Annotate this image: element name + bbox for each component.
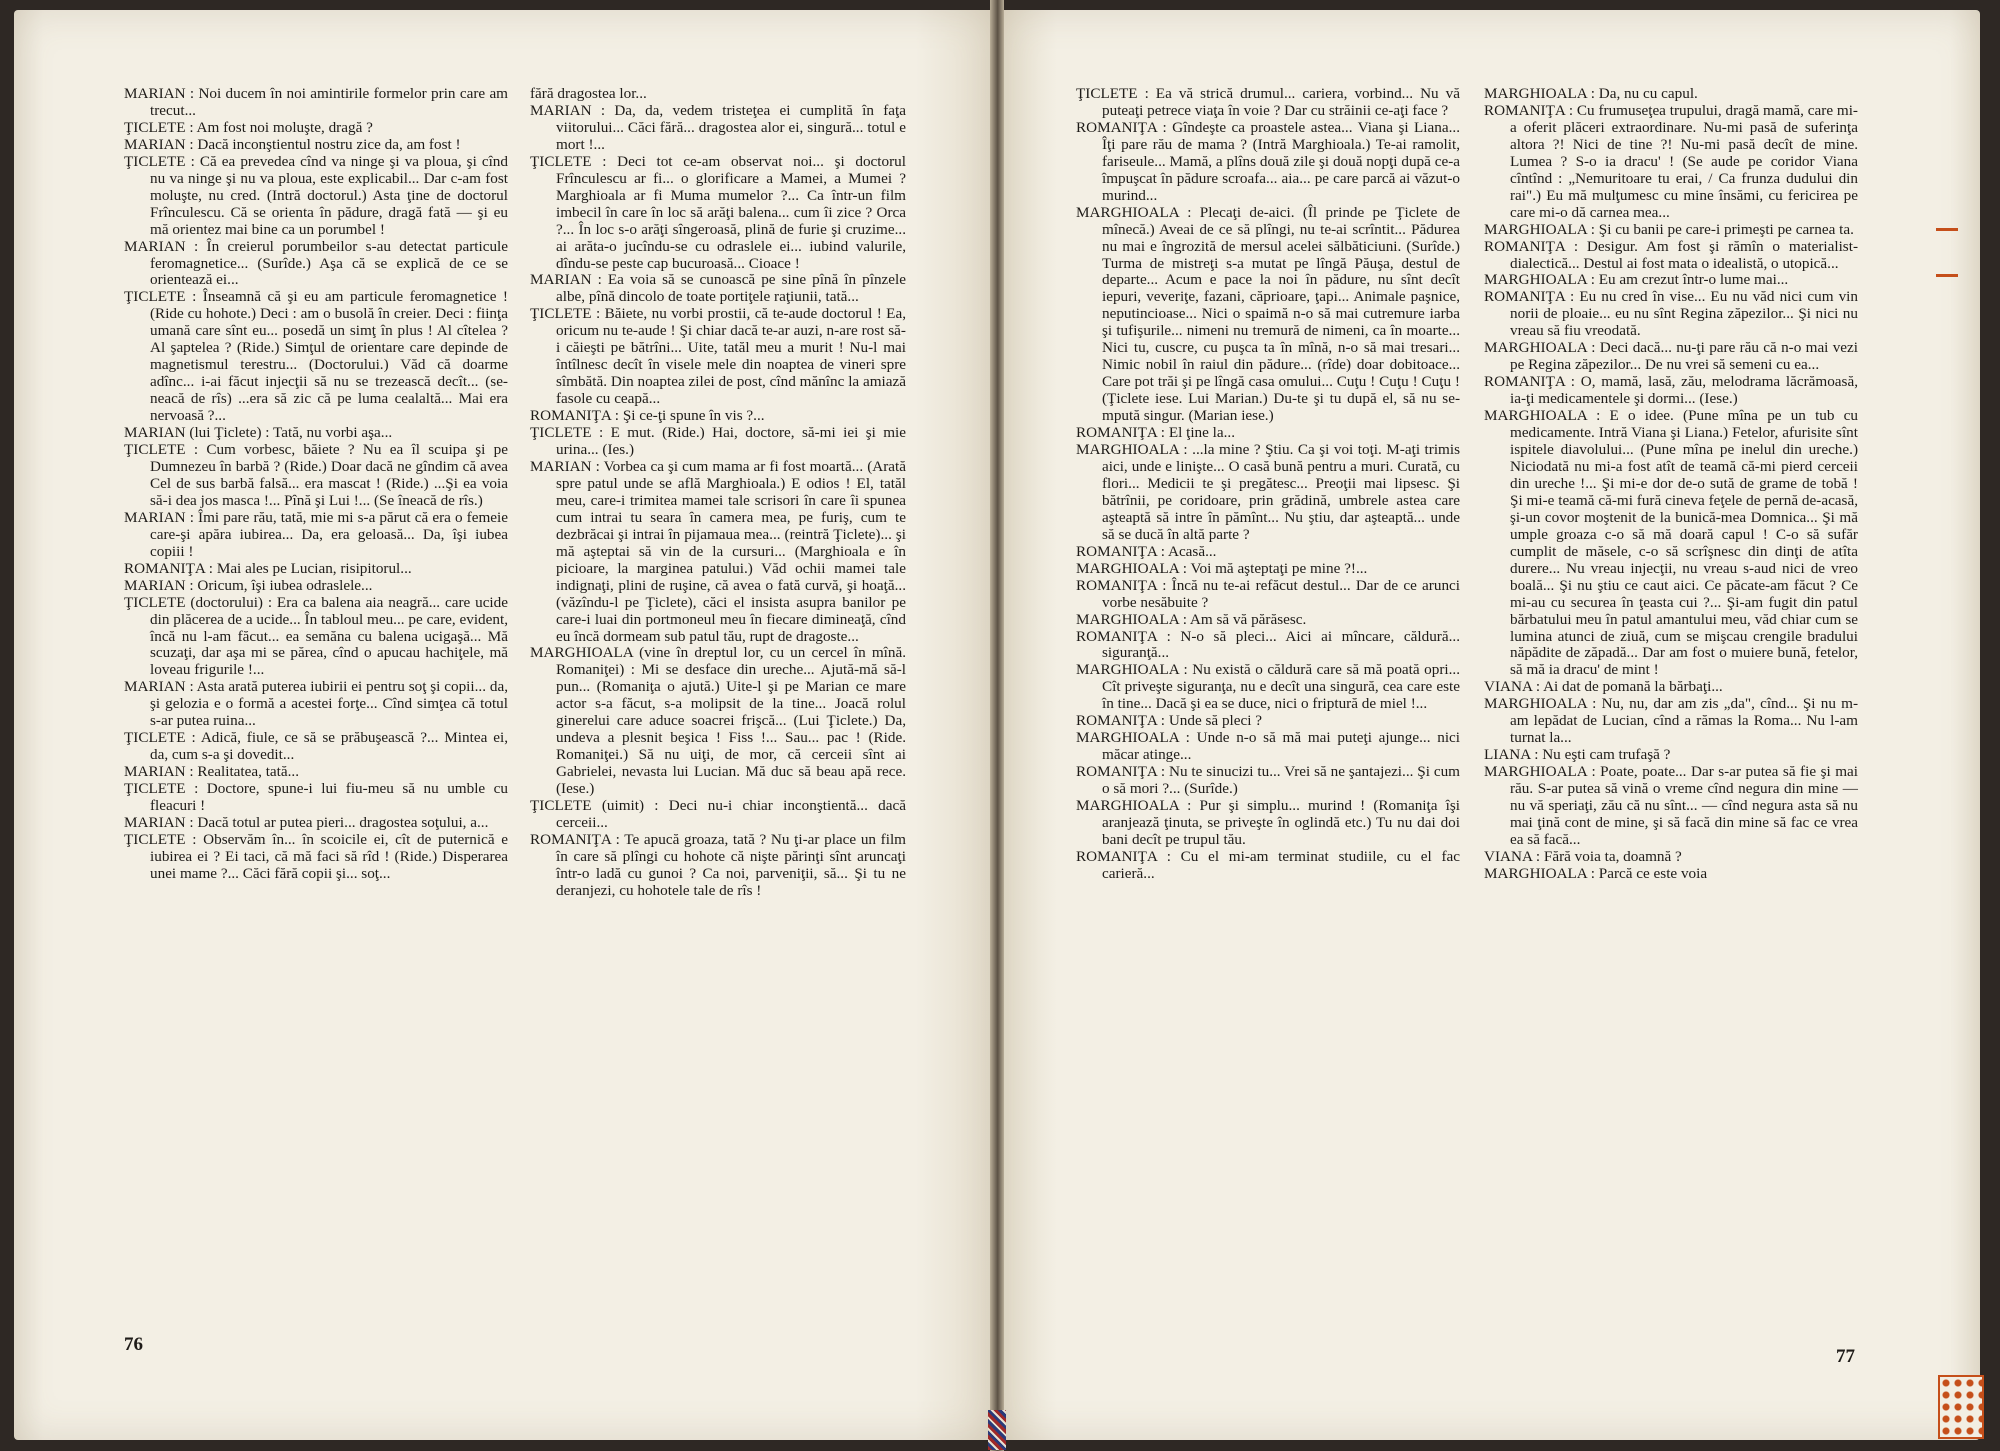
dialogue-paragraph: MARGHIOALA : E o idee. (Pune mîna pe un tub cu medicamente. Intră Viana şi Liana.) Fetelor, afurisite sînt ispitele diavolului... (Pune mîna pe inelul din ureche.) Niciodată nu mi-a fost atît de teamă că-mi pierd cerceii din ureche !... Şi mi-e dor de-o sută de grame de tobă ! Şi mi-e teamă că-mi fură cineva feţele de pernă de-acasă, şi-un covor moştenit de la bunică-mea Domnica... Şi mă umple groaza c-o să mă doară capul ! C-o să sufăr cumplit de măsele, c-o să scrîşnesc din dinţi de atîta durere... Nu vreau injecţii, nu vreau s-aud nici de vreo boală... Şi nu ştiu ce caut aici. Ce păcate-am făcut ? Ce mi-au cu securea în ţeasta cui ?... Şi-am fugit din patul bărbatului meu în patul amantului meu, văd chiar cum se lumina atunci de ziuă, cum se mişcau crengile bradului năpădite de zăpadă... Dar am fost o muiere bună, fetelor, să mă ia dracu' de mint ! [1484,407,1858,679]
dialogue-paragraph: ŢICLETE : E mut. (Ride.) Hai, doctore, să-mi iei şi mie urina... (Ies.) [530,424,906,459]
dialogue-paragraph: VIANA : Ai dat de pomană la bărbaţi... [1484,678,1723,696]
dialogue-paragraph: ROMANIŢA : O, mamă, lasă, zău, melodrama lăcrămoasă, ia-ţi medicamentele şi dormi... (Iese.) [1484,373,1858,408]
dialogue-paragraph: VIANA : Fără voia ta, doamnă ? [1484,847,1682,865]
dialogue-paragraph: MARIAN : Vorbea ca şi cum mama ar fi fost moartă... (Arată spre patul unde se află Marghioala.) E odios ! El, tatăl meu, care-i trimitea mamei tale scrisori în care îi spunea cum intrai tu seara în camera mea, pe furiş, cum te dezbrăcai şi intrai în pijamaua mea... (reintră Ţiclete)... şi mă aşteptai să vin de la cursuri... (Marghioala e în picioare, la marginea patului.) Văd ochii mamei tale indignaţi, plini de ruşine, că avea o fată curvă, şi hoaţă... (văzîndu-l pe Ţiclete), căci el insista asupra banilor pe care-i luai din portmoneul meu în fiecare dimineaţă, cînd eu încă dormeam sub patul tău, rupt de dragoste... [530,457,906,645]
dialogue-paragraph: MARIAN (lui Ţiclete) : Tată, nu vorbi aşa... [124,424,393,442]
dialogue-paragraph: MARGHIOALA : Parcă ce este voia [1484,864,1708,882]
dialogue-paragraph: MARIAN : Dacă inconştientul nostru zice da, am fost ! [124,135,461,153]
dialogue-paragraph: ROMANIŢA : Desigur. Am fost şi rămîn o materialist-dialectică... Destul ai fost mata o idealistă, o utopică... [1484,237,1858,272]
dialogue-paragraph: ROMANIŢA : Te apucă groaza, tată ? Nu ţi-ar place un film în care să plîngi cu hohote că nişte părinţi sînt aruncaţi într-o ladă cu gunoi ? Ca noi, parveniţii, să... Şi tu ne deranjezi, cu hohotele tale de rîs ! [530,830,906,899]
book-gutter [990,0,1004,1451]
dialogue-paragraph: MARIAN : Noi ducem în noi amintirile formelor prin care am trecut... [124,85,508,119]
dialogue-paragraph: MARIAN : Ea voia să se cunoască pe sine pînă în pînzele albe, pînă dincolo de toate portiţele raţiunii, tată... [530,271,906,306]
dialogue-paragraph: ROMANIŢA : Nu te sinucizi tu... Vrei să ne şantajezi... Şi cum o să mori ?... (Surîde.) [1076,763,1460,798]
dialogue-paragraph: MARGHIOALA : Am să vă părăsesc. [1076,610,1307,628]
dialogue-paragraph: ŢICLETE : Ea vă strică drumul... cariera, vorbind... Nu vă puteaţi petrece viaţa în voie ? Dar cu străinii ce-aţi face ? [1076,85,1460,119]
dialogue-paragraph: ROMANIŢA : Mai ales pe Lucian, risipitorul... [124,559,412,577]
dialogue-paragraph: ŢICLETE (uimit) : Deci nu-i chiar inconştientă... dacă cerceii... [530,797,906,831]
dialogue-paragraph: MARGHIOALA : ...la mine ? Ştiu. Ca şi voi toţi. M-aţi trimis aici, unde e linişte... O casă bună pentru a muri. Curată, cu flori... Medicii te şi pregătesc... Preoţii mai lipsesc. Şi bătrînii, pe coridoare, prin grădină, umbrele astea care aşteaptă să intre în pămînt... Nu ştiu, dar aşteaptă... unde să se ducă în altă parte ? [1076,441,1460,543]
dialogue-paragraph: ŢICLETE : Cum vorbesc, băiete ? Nu ea îl scuipa şi pe Dumnezeu în barbă ? (Ride.) Doar dacă ne gîndim că avea Cel de sus barbă falsă... era mascat ! (Ride.) ...Şi ea voia să-i dea jos masca !... Pînă şi Lui !... (Se îneacă de rîs.) [124,441,508,509]
page-number-left: 76 [124,1334,143,1355]
dialogue-paragraph: LIANA : Nu eşti cam trufaşă ? [1484,746,1671,764]
dialogue-paragraph: MARGHIOALA : Plecaţi de-aici. (Îl prinde pe Ţiclete de mînecă.) Aveai de ce să plîngi, nu te-ai scrîntit... Pădurea nu mai e îngrozită de mersul acelei sălbăticiuni. (Surîde.) Turma de mistreţi s-a mutat pe lîngă Păuşa, destul de departe... Acum e pace la noi în pădure, nu sînt decît iepuri, veveriţe, fazani, căprioare, ţapi... Animale paşnice, neputincioase... Nici o spaimă n-o să mai cutremure iarba şi tufişurile... nimeni nu tremură de nimeni, ca în moarte... Nici tu, cuscre, cu puşca ta în mînă, n-o să mai tresari... Nimic nobil în raiul din pădure... (rîde) doar dobitoace... Care pot trăi şi pe lîngă casa omului... Cuţu ! Cuţu ! Cuţu ! (Ţiclete iese. Lui Marian.) Du-te şi tu după el, să nu se-mpută singur. (Marian iese.) [1076,203,1460,425]
dialogue-paragraph: MARIAN : Realitatea, tată... [124,763,300,781]
dialogue-paragraph: MARGHIOALA : Da, nu cu capul. [1484,85,1698,102]
spine-headband [988,1410,1006,1450]
page-edge-mark [1936,274,1958,277]
dialogue-paragraph: MARGHIOALA : Voi mă aşteptaţi pe mine ?!... [1076,559,1368,577]
dialogue-paragraph: MARGHIOALA (vine în dreptul lor, cu un cercel în mînă. Romaniţei) : Mi se desface din ureche... Ajută-mă să-l pun... (Romaniţa o ajută.) Uite-l şi pe Marian ce mare actor s-a făcut, s-a molipsit de la tine... Joacă rolul ginerelui care aduce soacrei frişcă... (Lui Ţiclete.) Da, undeva a plesnit beşica ! Fiss !... Sau... pac ! (Ride. Romaniţei.) Să nu uiţi, de mor, că cerceii sînt ai Gabrielei, nevasta lui Lucian. Mă duc să beau apă rece. (Iese.) [530,644,906,798]
dialogue-paragraph: MARGHIOALA : Pur şi simplu... murind ! (Romaniţa îşi aranjează ţinuta, se priveşte în oglindă etc.) Tu nu dai doi bani decît pe trupul tău. [1076,797,1460,848]
dialogue-paragraph: ŢICLETE (doctorului) : Era ca balena aia neagră... care ucide din plăcerea de a ucide... În tabloul meu... pe care, evident, încă nu l-am făcut... ea semăna cu balena ucigaşă... Mă scuzaţi, dar aşa mi se părea, cînd o apucau hachiţele, mă loveau frigurile !... [124,593,508,679]
dialogue-paragraph: MARGHIOALA : Nu, nu, dar am zis „da", cînd... Şi nu m-am lepădat de Lucian, cînd a rămas la Roma... Nu l-am turnat la... [1484,695,1858,747]
dialogue-paragraph: ŢICLETE : Am fost noi moluşte, dragă ? [124,118,373,136]
dialogue-paragraph: ŢICLETE : Doctore, spune-i lui fiu-meu să nu umble cu fleacuri ! [124,780,508,815]
left-page-column-1 [124,86,508,883]
dialogue-paragraph: ŢICLETE : Că ea prevedea cînd va ninge şi va ploua, şi cînd nu va ninge şi nu va ploua, este explicabil... Dar c-am fost moluşte, nu cred. (Intră doctorul.) Asta ţine de doctorul Frînculescu. Că se orienta în pădure, dragă fată — şi eu mă orientez mai bine ca un porumbel ! [124,152,508,238]
dialogue-paragraph: fără dragostea lor... [530,85,647,102]
dialogue-paragraph: ŢICLETE : Observăm în... în scoicile ei, cît de puternică e iubirea ei ? Ei taci, că mă faci să rîd ! (Ride.) Disperarea unei mame ?... Căci fără copii şi... soţ... [124,830,508,882]
dialogue-paragraph: ROMANIŢA : Unde să pleci ? [1076,712,1263,730]
dialogue-paragraph: ROMANIŢA : El ţine la... [1076,424,1236,442]
dialogue-paragraph: MARIAN : Oricum, îşi iubea odraslele... [124,576,373,594]
dialogue-paragraph: ŢICLETE : Băiete, nu vorbi prostii, că te-aude doctorul ! Ea, oricum nu te-aude ! Şi chiar dacă te-ar auzi, n-are rost să-i căieşti pe bătrîni... Uite, tatăl meu a murit ! Nu-l mai întîlnesc decît în visele mele din noaptea de vineri spre sîmbătă. Din noaptea zilei de post, cînd mănînc la amiază fasole cu ceapă... [530,305,906,408]
dialogue-paragraph: MARIAN : Da, da, vedem tristeţea ei cumplită în faţa viitorului... Căci fără... dragostea alor ei, singură... totul e mort !... [530,101,906,153]
dialogue-paragraph: ROMANIŢA : Încă nu te-ai refăcut destul... Dar de ce arunci vorbe nesăbuite ? [1076,576,1460,611]
right-page-column-2 [1484,86,1858,883]
right-page-column-1 [1076,86,1460,883]
page-edge-mark [1936,228,1958,231]
dialogue-paragraph: ŢICLETE : Înseamnă că şi eu am particule feromagnetice ! (Ride cu hohote.) Deci : am o busolă în creier. Deci : fiinţa umană care sînt eu... posedă un simţ în plus ! Al cîtelea ? Al şaptelea ? (Ride.) Simţul de orientare care depinde de magnetismul terestru... (Doctorului.) Văd că doarme adînc... i-ai făcut injecţii să nu se trezească decît... (se-neacă de rîs) ...era să zic că pe luma cealaltă... Mai era nervoasă ?... [124,288,508,425]
dialogue-paragraph: ROMANIŢA : Cu el mi-am terminat studiile, cu el fac carieră... [1076,847,1460,882]
dialogue-paragraph: MARGHIOALA : Şi cu banii pe care-i primeşti pe carnea ta. [1484,220,1854,238]
dialogue-paragraph: ROMANIŢA : N-o să pleci... Aici ai mîncare, căldură... siguranţă... [1076,627,1460,662]
dialogue-paragraph: ŢICLETE : Adică, fiule, ce să se prăbuşească ?... Mintea ei, da, cum s-a şi dovedit... [124,729,508,764]
dialogue-paragraph: MARIAN : Îmi pare rău, tată, mie mi s-a părut că era o femeie care-şi apăra iubirea... Da, era geloasă... Da, îşi iubea copiii ! [124,508,508,560]
page-corner-ornament [1938,1375,1984,1439]
dialogue-paragraph: ROMANIŢA : Eu nu cred în vise... Eu nu văd nici cum vin norii de ploaie... eu nu sînt Regina zăpezilor... Şi nici nu vreau să fiu vreodată. [1484,288,1858,340]
dialogue-paragraph: ROMANIŢA : Cu frumuseţea trupului, dragă mamă, care mi-a oferit plăceri extraordinare. Nu-mi pasă de suferinţa altora ?! Nici de tine ?! Nu-mi pasă decît de mine. Lumea ? S-o ia dracu' ! (Se aude pe coridor Viana cîntînd : „Nemuritoare tu erai, / Ca frunza dudului din rai".) Eu mă mulţumesc cu mine însămi, cu fericirea pe care mi-o dă carnea mea... [1484,101,1858,221]
dialogue-paragraph: MARIAN : În creierul porumbeilor s-au detectat particule feromagnetice... (Surîde.) Aşa că se explică de ce se orientează ei... [124,237,508,289]
dialogue-paragraph: ROMANIŢA : Şi ce-ţi spune în vis ?... [530,407,765,425]
dialogue-paragraph: MARIAN : Dacă totul ar putea pieri... dragostea soţului, a... [124,813,489,831]
dialogue-paragraph: ROMANIŢA : Acasă... [1076,542,1217,560]
dialogue-paragraph: MARGHIOALA : Poate, poate... Dar s-ar putea să fie şi mai rău. S-ar putea să vină o vreme cînd negura din mine — nu vă speriaţi, zău că nu sînt... — cînd negura asta să nu mai ţină cont de mine, şi să facă din mine să fac ce vrea ea să facă... [1484,763,1858,848]
dialogue-paragraph: MARGHIOALA : Eu am crezut într-o lume mai... [1484,271,1789,289]
page-number-right: 77 [1836,1346,1855,1367]
dialogue-paragraph: ROMANIŢA : Gîndeşte ca proastele astea... Viana şi Liana... Îţi pare rău de mama ? (Intră Marghioala.) Te-ai ramolit, fariseule... Mamă, a plîns două zile şi două nopţi după ce-a împuşcat în pădure scroafa... aia... pe care parcă ai văzut-o murind... [1076,118,1460,204]
dialogue-paragraph: ŢICLETE : Deci tot ce-am observat noi... şi doctorul Frînculescu ar fi... o glorificare a Mamei, a Mumei ? Marghioala ar fi Muma mumelor ?... Ca într-un film imbecil în care în loc să arăţi balena... cum îi zice ? Orca ?... În loc s-o arăţi sîngeroasă, plină de furie şi cruzime... ai arăta-o jucîndu-se cu odraslele ei... iubind valurile, dîndu-se peste cap bucuroasă... Cioace ! [530,152,906,272]
dialogue-paragraph: MARIAN : Asta arată puterea iubirii ei pentru soţ şi copii... da, şi gelozia e o formă a acestei forţe... Cînd simţea că totul s-ar putea ruina... [124,678,508,730]
left-page-column-2 [530,86,906,900]
dialogue-paragraph: MARGHIOALA : Nu există o căldură care să mă poată opri... Cît priveşte siguranţa, nu e decît una singură, cea care este în tine... Dacă şi ea se duce, nici o friptură de miel !... [1076,661,1460,713]
dialogue-paragraph: MARGHIOALA : Deci dacă... nu-ţi pare rău că n-o mai vezi pe Regina zăpezilor... De nu vrei să semeni cu ea... [1484,339,1858,374]
dialogue-paragraph: MARGHIOALA : Unde n-o să mă mai puteţi ajunge... nici măcar atinge... [1076,729,1460,764]
